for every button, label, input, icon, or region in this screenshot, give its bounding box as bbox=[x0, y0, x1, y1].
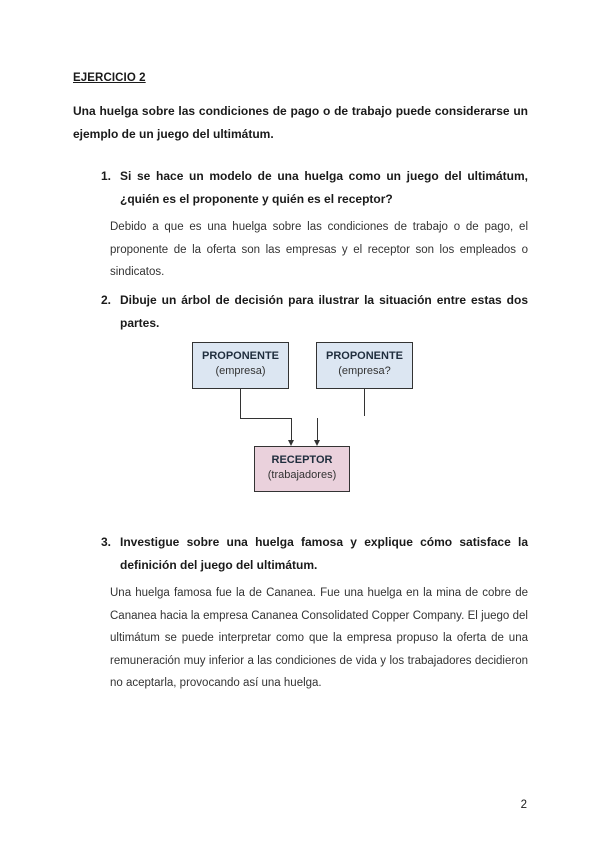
question-number: 3. bbox=[101, 535, 112, 549]
box-title: PROPONENTE bbox=[325, 350, 403, 362]
box-subtitle: (trabajadores) bbox=[267, 469, 337, 481]
connector-line bbox=[240, 418, 292, 419]
question-number: 1. bbox=[101, 169, 112, 183]
proponent-box-left bbox=[192, 342, 289, 389]
receptor-box bbox=[254, 446, 350, 492]
question-3 bbox=[103, 531, 528, 577]
proponent-box-right bbox=[316, 342, 413, 389]
exercise-heading: EJERCICIO 2 bbox=[73, 72, 146, 84]
exercise-intro: Una huelga sobre las condiciones de pago o de trabajo puede considerarse un ejemplo de un juego del ultimátum. bbox=[73, 104, 528, 141]
question-text: Investigue sobre una huelga famosa y explique cómo satisface la definición del juego del ultimátum. bbox=[120, 535, 528, 572]
connector-line bbox=[364, 389, 365, 416]
page-number: 2 bbox=[520, 799, 527, 811]
box-title: PROPONENTE bbox=[201, 350, 279, 362]
connector-line bbox=[291, 418, 292, 442]
arrow-head-icon bbox=[288, 440, 294, 446]
box-subtitle: (empresa) bbox=[215, 365, 266, 377]
question-text: Dibuje un árbol de decisión para ilustrar la situación entre estas dos partes. bbox=[120, 293, 528, 330]
connector-line bbox=[317, 418, 318, 442]
connector-line bbox=[240, 389, 241, 418]
question-number: 2. bbox=[101, 293, 112, 307]
answer-3: Una huelga famosa fue la de Cananea. Fue una huelga en la mina de cobre de Cananea hacia la empresa Cananea Consolidated Copper Company. El juego del ultimátum se puede interpretar como que la empresa propuso la oferta de una remuneración muy inferior a las condiciones de vida y los trabajadores decidieron no aceptarla, provocando así una huelga. bbox=[110, 587, 528, 689]
arrow-head-icon bbox=[314, 440, 320, 446]
question-text: Si se hace un modelo de una huelga como un juego del ultimátum, ¿quién es el proponente y quién es el receptor? bbox=[120, 169, 528, 206]
box-title: RECEPTOR bbox=[271, 454, 333, 466]
answer-1: Debido a que es una huelga sobre las condiciones de trabajo o de pago, el proponente de la oferta son las empresas y el receptor son los empleados o sindicatos. bbox=[110, 221, 528, 278]
box-subtitle: (empresa? bbox=[338, 365, 391, 377]
